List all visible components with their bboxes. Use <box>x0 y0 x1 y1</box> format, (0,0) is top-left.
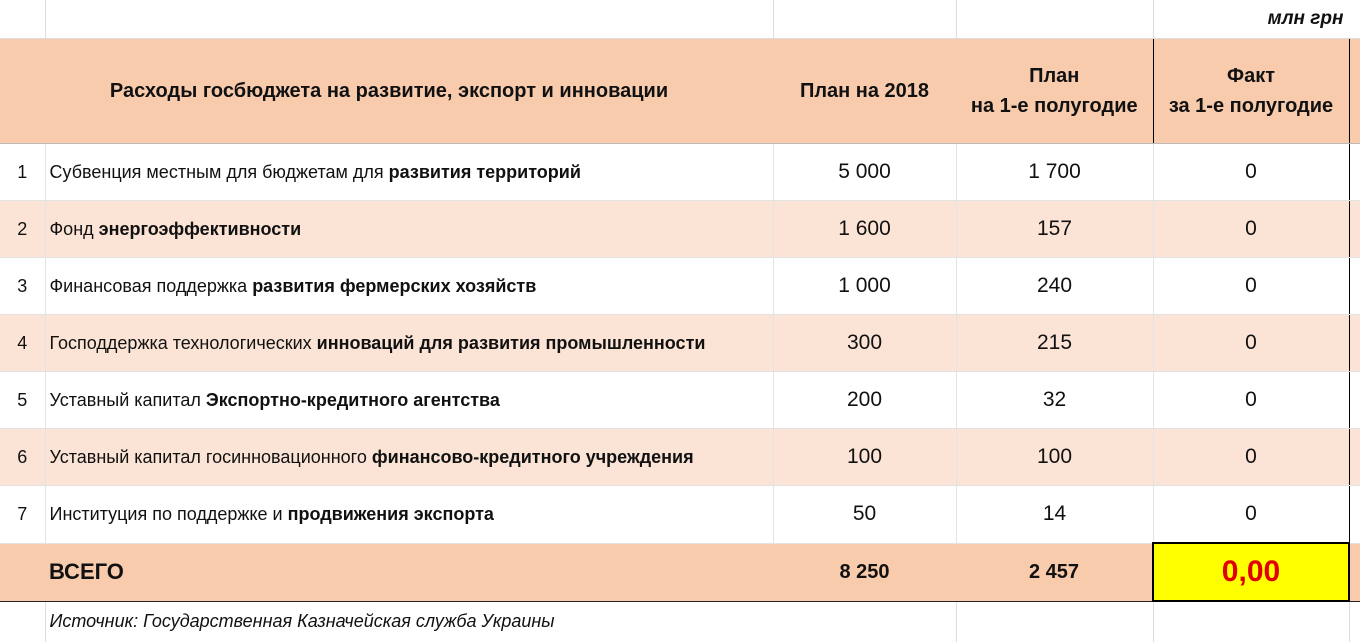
row-plan[interactable]: 200 <box>773 372 956 429</box>
total-plan-half[interactable]: 2 457 <box>956 543 1153 601</box>
row-text-plain: Господдержка технологических <box>49 332 317 353</box>
header-fact[interactable] <box>1153 39 1349 144</box>
row-description[interactable] <box>45 372 773 429</box>
unit-row <box>0 0 1360 39</box>
row-index[interactable]: 7 <box>0 486 45 544</box>
row-description[interactable] <box>45 258 773 315</box>
row-fact[interactable]: 0 <box>1153 315 1349 372</box>
row-text-plain: Финансовая поддержка <box>49 275 253 296</box>
cell-empty[interactable] <box>1153 601 1349 642</box>
cell-empty[interactable] <box>1349 372 1360 429</box>
row-plan-half[interactable]: 157 <box>956 201 1153 258</box>
table-row <box>0 258 1360 315</box>
table-row <box>0 201 1360 258</box>
row-description[interactable] <box>45 144 773 201</box>
row-fact[interactable]: 0 <box>1153 144 1349 201</box>
row-text-plain: Институция по поддержке и <box>49 503 288 524</box>
cell-empty[interactable] <box>1349 543 1360 601</box>
cell-empty[interactable] <box>773 0 956 39</box>
total-row <box>0 543 1360 601</box>
row-index[interactable]: 5 <box>0 372 45 429</box>
row-index[interactable]: 6 <box>0 429 45 486</box>
total-label[interactable]: ВСЕГО <box>45 543 773 601</box>
row-text-bold: инноваций для развития промышленности <box>316 332 706 353</box>
unit-label[interactable]: млн грн <box>1153 0 1360 39</box>
row-plan[interactable]: 300 <box>773 315 956 372</box>
cell-empty[interactable] <box>1349 486 1360 544</box>
table-row <box>0 372 1360 429</box>
total-fact[interactable]: 0,00 <box>1153 543 1349 601</box>
row-text-bold: энергоэффективности <box>98 218 302 239</box>
row-text-bold: Экспортно-кредитного агентства <box>205 389 500 410</box>
table-row <box>0 144 1360 201</box>
row-text-bold: продвижения экспорта <box>287 503 494 524</box>
cell-empty[interactable] <box>1349 258 1360 315</box>
row-text-bold: развития фермерских хозяйств <box>252 275 537 296</box>
cell-empty[interactable] <box>956 601 1153 642</box>
row-plan[interactable]: 100 <box>773 429 956 486</box>
row-description[interactable] <box>45 429 773 486</box>
row-fact[interactable]: 0 <box>1153 258 1349 315</box>
row-description[interactable] <box>45 315 773 372</box>
row-text-bold: развития территорий <box>388 161 581 182</box>
table-row <box>0 429 1360 486</box>
header-index-cell[interactable] <box>0 39 45 144</box>
row-description[interactable] <box>45 486 773 544</box>
row-fact[interactable]: 0 <box>1153 429 1349 486</box>
cell-empty[interactable] <box>0 601 45 642</box>
row-fact[interactable]: 0 <box>1153 201 1349 258</box>
header-title[interactable]: Расходы госбюджета на развитие, экспорт и инновации <box>45 39 773 144</box>
header-row <box>0 39 1360 144</box>
cell-empty[interactable] <box>1349 144 1360 201</box>
table-row <box>0 486 1360 544</box>
row-plan-half[interactable]: 215 <box>956 315 1153 372</box>
row-plan[interactable]: 5 000 <box>773 144 956 201</box>
table-row <box>0 315 1360 372</box>
row-text-bold: финансово-кредитного учреждения <box>371 446 694 467</box>
row-index[interactable]: 3 <box>0 258 45 315</box>
row-description[interactable] <box>45 201 773 258</box>
source-row <box>0 601 1360 642</box>
cell-empty[interactable] <box>0 543 45 601</box>
row-index[interactable]: 2 <box>0 201 45 258</box>
cell-empty[interactable] <box>45 0 773 39</box>
row-plan-half[interactable]: 240 <box>956 258 1153 315</box>
cell-empty[interactable] <box>1349 601 1360 642</box>
cell-empty[interactable] <box>1349 201 1360 258</box>
row-plan-half[interactable]: 100 <box>956 429 1153 486</box>
row-fact[interactable]: 0 <box>1153 372 1349 429</box>
row-plan-half[interactable]: 14 <box>956 486 1153 544</box>
header-fact-line2: за 1-е полугодие <box>1168 95 1334 117</box>
row-text-plain: Субвенция местным для бюджетам для <box>49 161 389 182</box>
cell-empty[interactable] <box>1349 315 1360 372</box>
header-plan-half-line1: План <box>1029 65 1080 87</box>
total-plan[interactable]: 8 250 <box>773 543 956 601</box>
cell-empty[interactable] <box>0 0 45 39</box>
row-index[interactable]: 4 <box>0 315 45 372</box>
cell-empty[interactable] <box>1349 429 1360 486</box>
row-text-plain: Уставный капитал <box>49 389 206 410</box>
header-fact-line1: Факт <box>1227 65 1275 87</box>
source-note[interactable]: Источник: Государственная Казначейская служба Украины <box>45 601 956 642</box>
row-plan[interactable]: 1 000 <box>773 258 956 315</box>
row-text-plain: Фонд <box>49 218 99 239</box>
row-plan[interactable]: 1 600 <box>773 201 956 258</box>
cell-empty[interactable] <box>1349 39 1360 144</box>
header-plan-half[interactable] <box>956 39 1153 144</box>
header-plan-half-line2: на 1-е полугодие <box>970 95 1138 117</box>
row-text-plain: Уставный капитал госинновационного <box>49 446 372 467</box>
row-plan-half[interactable]: 32 <box>956 372 1153 429</box>
header-plan-year[interactable]: План на 2018 <box>773 39 956 144</box>
row-index[interactable]: 1 <box>0 144 45 201</box>
cell-empty[interactable] <box>956 0 1153 39</box>
row-plan-half[interactable]: 1 700 <box>956 144 1153 201</box>
row-fact[interactable]: 0 <box>1153 486 1349 544</box>
row-plan[interactable]: 50 <box>773 486 956 544</box>
